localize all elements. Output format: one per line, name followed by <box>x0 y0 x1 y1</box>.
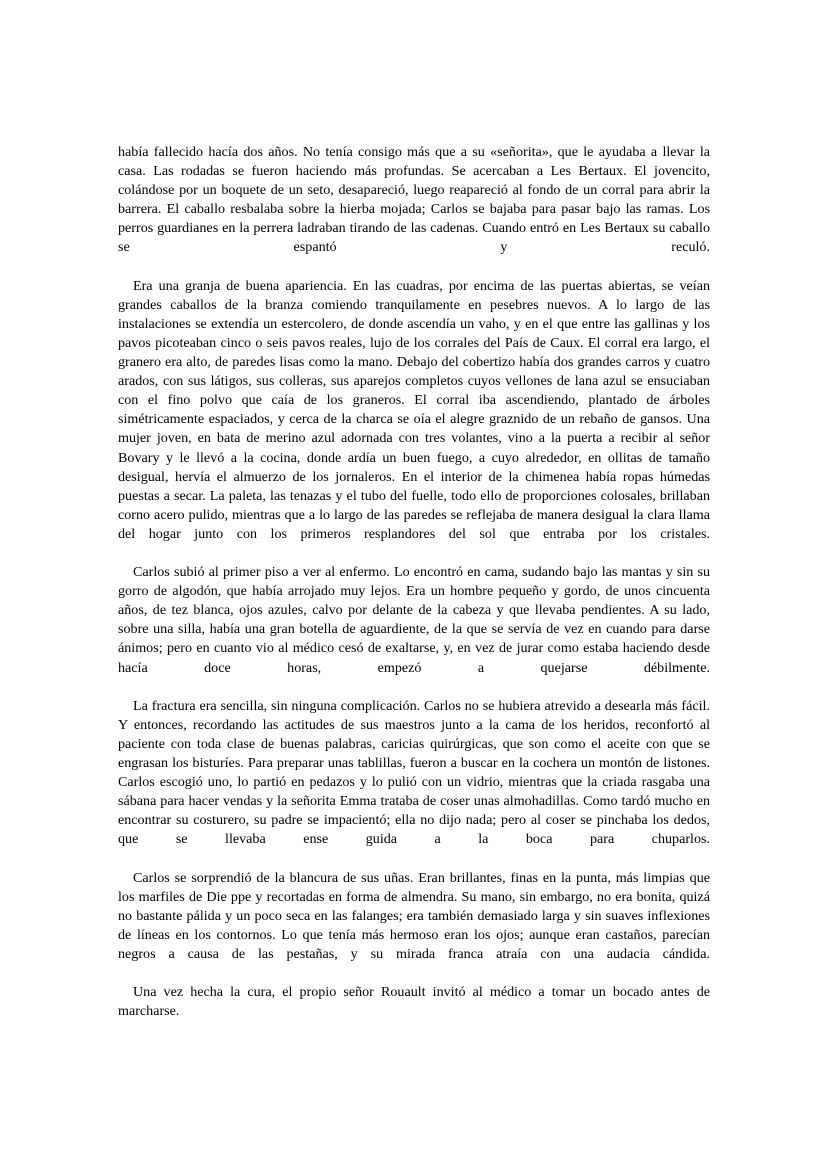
paragraph: Carlos subió al primer piso a ver al enfermo. Lo encontró en cama, sudando bajo las mantas y sin su gorro de algodón, que había arrojado muy lejos. Era un hombre pequeño y gordo, de unos cincuenta años, de tez blanca, ojos azules, calvo por delante de la cabeza y que llevaba pendientes. A su lado, sobre una silla, había una gran botella de aguardiente, de la que se servía de vez en cuando para darse ánimos; pero en cuanto vio al médico cesó de exaltarse, y, en vez de jurar como estaba haciendo desde hacía doce horas, empezó a quejarse débilmente. <box>118 564 710 676</box>
paragraph: Una vez hecha la cura, el propio señor Rouault invitó al médico a tomar un bocado antes de marcharse. <box>118 984 710 1020</box>
paragraph: Carlos se sorprendió de la blancura de sus uñas. Eran brillantes, finas en la punta, más limpias que los marfiles de Die ppe y recortadas en forma de almendra. Su mano, sin embargo, no era bonita, quizá no bastante pálida y un poco seca en las falanges; era también demasiado larga y sin suaves inflexiones de líneas en los contornos. Lo que tenía más hermoso eran los ojos; aunque eran castaños, parecían negros a causa de las pestañas, y su mirada franca atraía con una audacia cándida. <box>118 869 710 962</box>
paragraph: había fallecido hacía dos años. No tenía consigo más que a su «señorita», que le ayudaba a llevar la casa. Las rodadas se fueron haciendo más profundas. Se acercaban a Les Bertaux. El jovencito, colándose por un boquete de un seto, desapareció, luego reapareció al fondo de un corral para abrir la barrera. El caballo resbalaba sobre la hierba mojada; Carlos se bajaba para pasar bajo las ramas. Los perros guardianes en la perrera ladraban tirando de las cadenas. Cuando entró en Les Bertaux su caballo se espantó y reculó. <box>118 144 710 256</box>
paragraph: La fractura era sencilla, sin ninguna complicación. Carlos no se hubiera atrevido a desearla más fácil. Y entonces, recordando las actitudes de sus maestros junto a la cama de los heridos, reconfortó al paciente con toda clase de buenas palabras, caricias quirúrgicas, que son como el aceite con que se engrasan los bisturíes. Para preparar unas tablillas, fueron a buscar en la cochera un montón de listones. Carlos escogió uno, lo partió en pedazos y lo pulió con un vidrio, mientras que la criada rasgaba una sábana para hacer vendas y la señorita Emma trataba de coser unas almohadillas. Como tardó mucho en encontrar su costurero, su padre se impacientó; ella no dijo nada; pero al coser se pinchaba los dedos, que se llevaba ense guida a la boca para chuparlos. <box>118 697 710 848</box>
paragraph: Era una granja de buena apariencia. En las cuadras, por encima de las puertas abiertas, se veían grandes caballos de la branza comiendo tranquilamente en pesebres nuevos. A lo largo de las instalaciones se extendía un estercolero, de donde ascendía un vaho, y en el que entre las gallinas y los pavos picoteaban cinco o seis pavos reales, lujo de los corrales del País de Caux. El corral era largo, el granero era alto, de paredes lisas como la mano. Debajo del cobertizo había dos grandes carros y cuatro arados, con sus látigos, sus colleras, sus aparejos completos cuyos vellones de lana azul se ensuciaban con el fino polvo que caía de los graneros. El corral iba ascendiendo, plantado de árboles simétricamente espaciados, y cerca de la charca se oía el alegre graznido de un rebaño de gansos. Una mujer joven, en bata de merino azul adornada con tres volantes, vino a la puerta a recibir al señor Bovary y le llevó a la cocina, donde ardía un buen fuego, a cuyo alrededor, en ollitas de tamaño desigual, hervía el almuerzo de los jornaleros. En el interior de la chimenea había ropas húmedas puestas a secar. La paleta, las tenazas y el tubo del fuelle, todo ello de proporciones colosales, brillaban corno acero pulido, mientras que a lo largo de las paredes se reflejaba de manera desigual la clara llama del hogar junto con los primeros resplandores del sol que entraba por los cristales. <box>118 277 710 542</box>
body-text-block <box>118 143 710 1040</box>
